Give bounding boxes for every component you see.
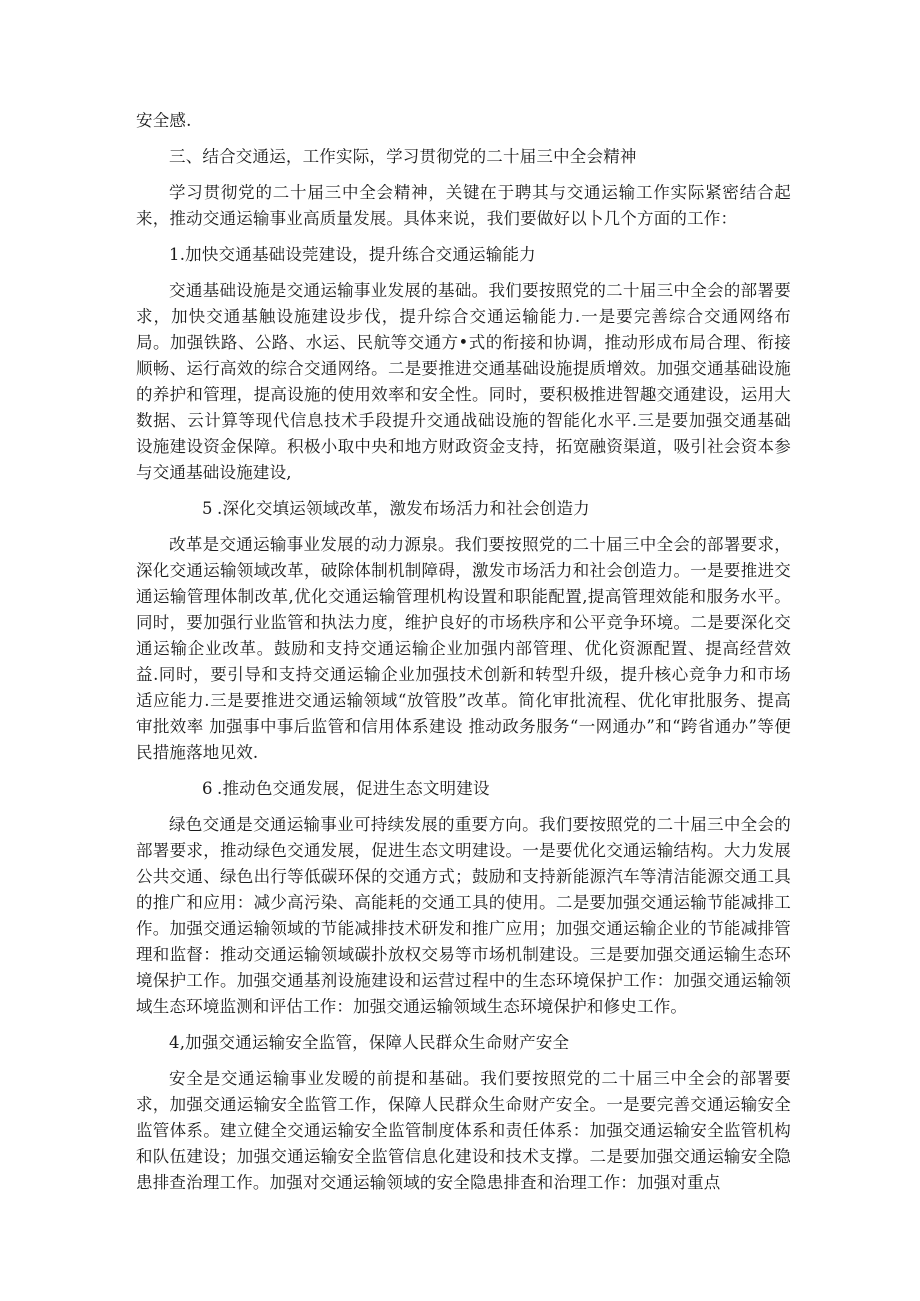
item-heading-1 xyxy=(136,242,791,268)
item-heading-5-title: .深化交填运领域改革，激发布场活力和社会创造力 xyxy=(217,499,590,518)
item-heading-4-title: 4,加强交通运输安全监管，保障人民群众生命财产安全 xyxy=(169,1033,570,1052)
item-body-6: 绿色交通是交通运输事业可持续发展的重要方向。我们要按照党的二十届三中全会的部署要求，推动绿色交通发展，促进生态文明建设。一是要优化交通运输结构。大力发展公共交通、绿色出行等低碳环保的交通方式；鼓励和支持新能源汽车等清洁能源交通工具的推广和应用：减少高污染、高能耗的交通工具的使用。二是要加强交通运输节能减排工作。加强交通运输领域的节能减排技术研发和推广应用；加强交通运输企业的节能减排管理和监督：推动交通运输领域碳扑放权交易等市场机制建设。三是要加强交通运输生态环境保护工作。加强交通基剂设施建设和运营过程中的生态环境保护工作：加强交通运输领域生态环境监测和评估工作：加强交通运输领域生态环境保护和修史工作。 xyxy=(136,815,791,1016)
item-heading-5 xyxy=(136,496,791,522)
item-body-5: 改革是交通运输事业发展的动力源泉。我们要按照党的二十届三中全会的部署要求，深化交通运输领域改革，破除体制机制障碍，激发市场活力和社会创造力。一是要推进交通运输管理体制改革,优化交通运输管理机构设置和职能配置,提高管理效能和服务水平。同时，要加强行业监管和执法力度，维护良好的市场秩序和公平竞争环境。二是要深化交通运输企业改革。鼓励和支持交通运输企业加强内部管理、优化资源配置、提高经营效益.同时，要引导和支持交通运输企业加强技术创新和转型升级，提升核心竞争力和市场适应能力.三是要推进交通运输领域“放管股”改革。简化审批流程、优化审批服务、提高审批效率 加强事中事后监管和信用体系建设 推动政务服务“一网通办”和“跨省通办”等便民措施落地见效. xyxy=(136,535,791,762)
opening-fragment: 安全感. xyxy=(136,111,192,130)
item-body-1: 交通基础设施是交通运输事业发展的基础。我们要按照党的二十届三中全会的部署要求，加快交通基触设施建设步伐，提升综合交通运输能力.一是要完善综合交通网络布局。加强铁路、公路、水运、民航等交通方•式的衔接和协调，推动形成布局合理、衔接顺畅、运行高效的综合交通网络。二是要推进交通基础设施提质增效。加强交通基础设施的养护和管理，提高设施的使用效率和安全性。同时，要积极推进智趣交通建设，运用大数据、云计算等现代信息技术手段提升交通战础设施的智能化水平.三是要加强交通基础设施建设资金保障。积极小取中央和地方财政资金支持，拓宽融资渠道，吸引社会资本参与交通基础设施建设, xyxy=(136,281,791,482)
section-title: 三、结合交通运，工作实际，学习贯彻党的二十届三中全会精神 xyxy=(169,147,637,166)
item-heading-4 xyxy=(136,1030,791,1056)
item-heading-6-title: .推动色交通发展，促进生态文明建设 xyxy=(217,779,490,798)
item-body-4: 安全是交通运输事业发暧的前提和基础。我们要按照党的二十届三中全会的部署要求，加强交通运输安全监管工作，保障人民群众生命财产安全。一是要完善交通运输安全监管体系。建立健全交通运输安全监管制度体系和责任体系：加强交通运输安全监管机构和队伍建设；加强交通运输安全监管信息化建设和技术支撑。二是要加强交通运输安全隐患排查治理工作。加强对交通运输领域的安全隐患排査和治理工作：加强对重点 xyxy=(136,1069,791,1192)
item-heading-6-number: 6 xyxy=(202,779,213,798)
intro-paragraph: 学习贯彻党的二十届三中全会精神，关键在于聘其与交通运输工作实际紧密结合起来，推动交通运输事业高质量发展。具体来说，我们要做好以卜几个方面的工作： xyxy=(136,183,791,228)
item-heading-1-title: 1.加快交通基础设莞建设，提升练合交通运输能力 xyxy=(169,245,536,264)
document-page xyxy=(136,108,791,1196)
item-heading-6 xyxy=(136,776,791,802)
item-heading-5-number: 5 xyxy=(202,499,213,518)
